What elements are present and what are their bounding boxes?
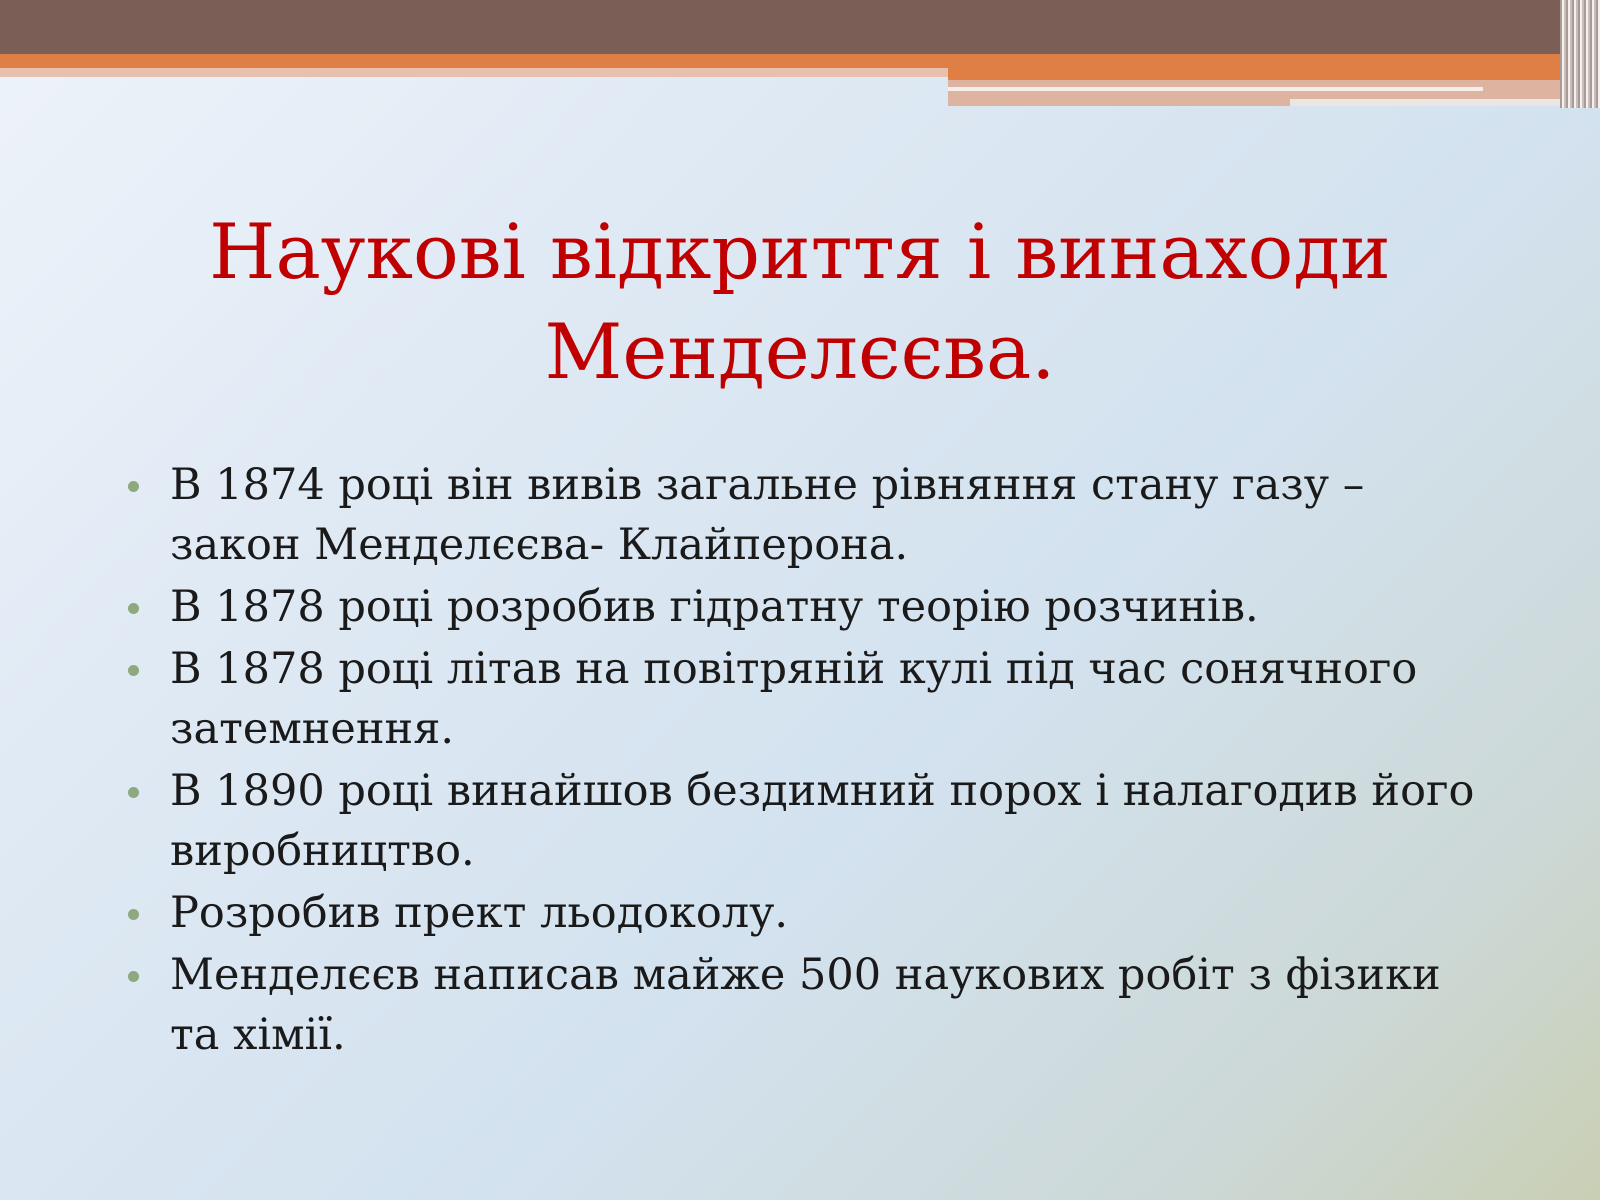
orange-stripe	[0, 54, 1560, 68]
bullet-item	[122, 639, 1502, 759]
bullet-text: Менделєєв написав майже 500 наукових робіт з фізики та хімії.	[170, 950, 1441, 1060]
bullet-list	[122, 455, 1502, 1067]
bullet-text: В 1878 році літав на повітряній кулі під час сонячного затемнення.	[170, 644, 1418, 754]
corner-stripes	[1560, 0, 1600, 108]
orange-stripe-right	[948, 68, 1560, 80]
pale-stripe-left	[0, 68, 948, 77]
bullet-dot-icon	[128, 909, 139, 920]
slide-title: Наукові відкриття і винаходи Менделєєва.	[209, 207, 1391, 396]
bullet-item	[122, 455, 1502, 575]
bullet-dot-icon	[128, 787, 139, 798]
decor-line	[948, 87, 1483, 91]
bullet-text: В 1874 році він вивів загальне рівняння стану газу – закон Менделєєва- Клайперона.	[170, 460, 1365, 570]
bullet-dot-icon	[128, 603, 139, 614]
bullet-dot-icon	[128, 971, 139, 982]
bullet-text: В 1878 році розробив гідратну теорію розчинів.	[170, 582, 1259, 632]
bullet-text: В 1890 році винайшов бездимний порох і налагодив його виробництво.	[170, 766, 1475, 876]
decor-line-short	[1290, 99, 1560, 106]
bullet-text: Розробив прект льодоколу.	[170, 888, 789, 938]
top-decor-bar	[0, 0, 1600, 54]
bullet-item	[122, 945, 1502, 1065]
bullet-item	[122, 577, 1502, 637]
bullet-item	[122, 761, 1502, 881]
bullet-item	[122, 883, 1502, 943]
bullet-dot-icon	[128, 665, 139, 676]
bullet-dot-icon	[128, 481, 139, 492]
